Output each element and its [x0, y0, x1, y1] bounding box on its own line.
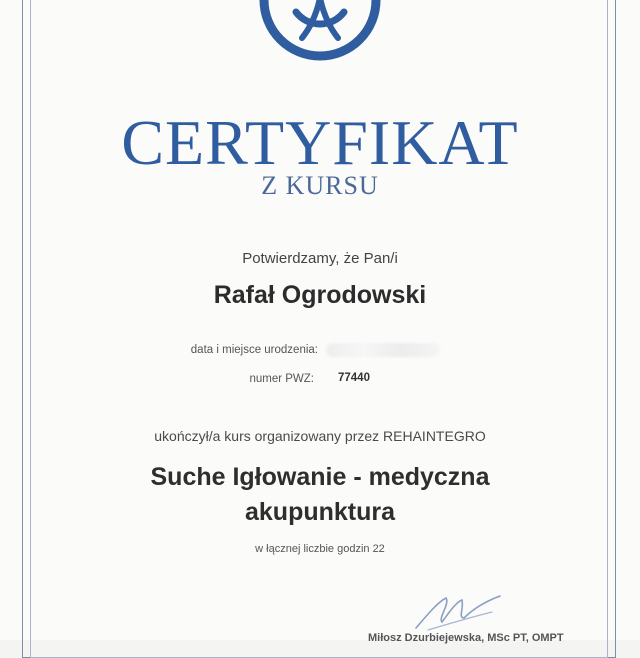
signer-name: Miłosz Dzurbiejewska, MSc PT, OMPT	[368, 632, 564, 644]
hours-text: w łącznej liczbie godzin 22	[255, 543, 385, 555]
inner-border	[30, 0, 608, 658]
certificate-subtitle: Z KURSU	[261, 171, 379, 200]
course-title-line2: akupunktura	[244, 498, 396, 526]
birth-value-redacted	[326, 343, 440, 357]
course-title-line1: Suche Igłowanie - medyczna	[150, 463, 490, 491]
completion-text: ukończył/a kurs organizowany przez REHAINTEGRO	[154, 428, 486, 444]
confirmation-text: Potwierdzamy, że Pan/i	[242, 250, 398, 267]
recipient-name: Rafał Ogrodowski	[213, 281, 427, 309]
birth-label: data i miejsce urodzenia:	[190, 344, 318, 356]
pwz-value: 77440	[338, 372, 370, 384]
circle-logo-icon	[258, 0, 382, 62]
signature-icon	[408, 588, 508, 636]
certificate-title: CERTYFIKAT	[121, 107, 519, 178]
pwz-label: numer PWZ:	[249, 373, 314, 385]
